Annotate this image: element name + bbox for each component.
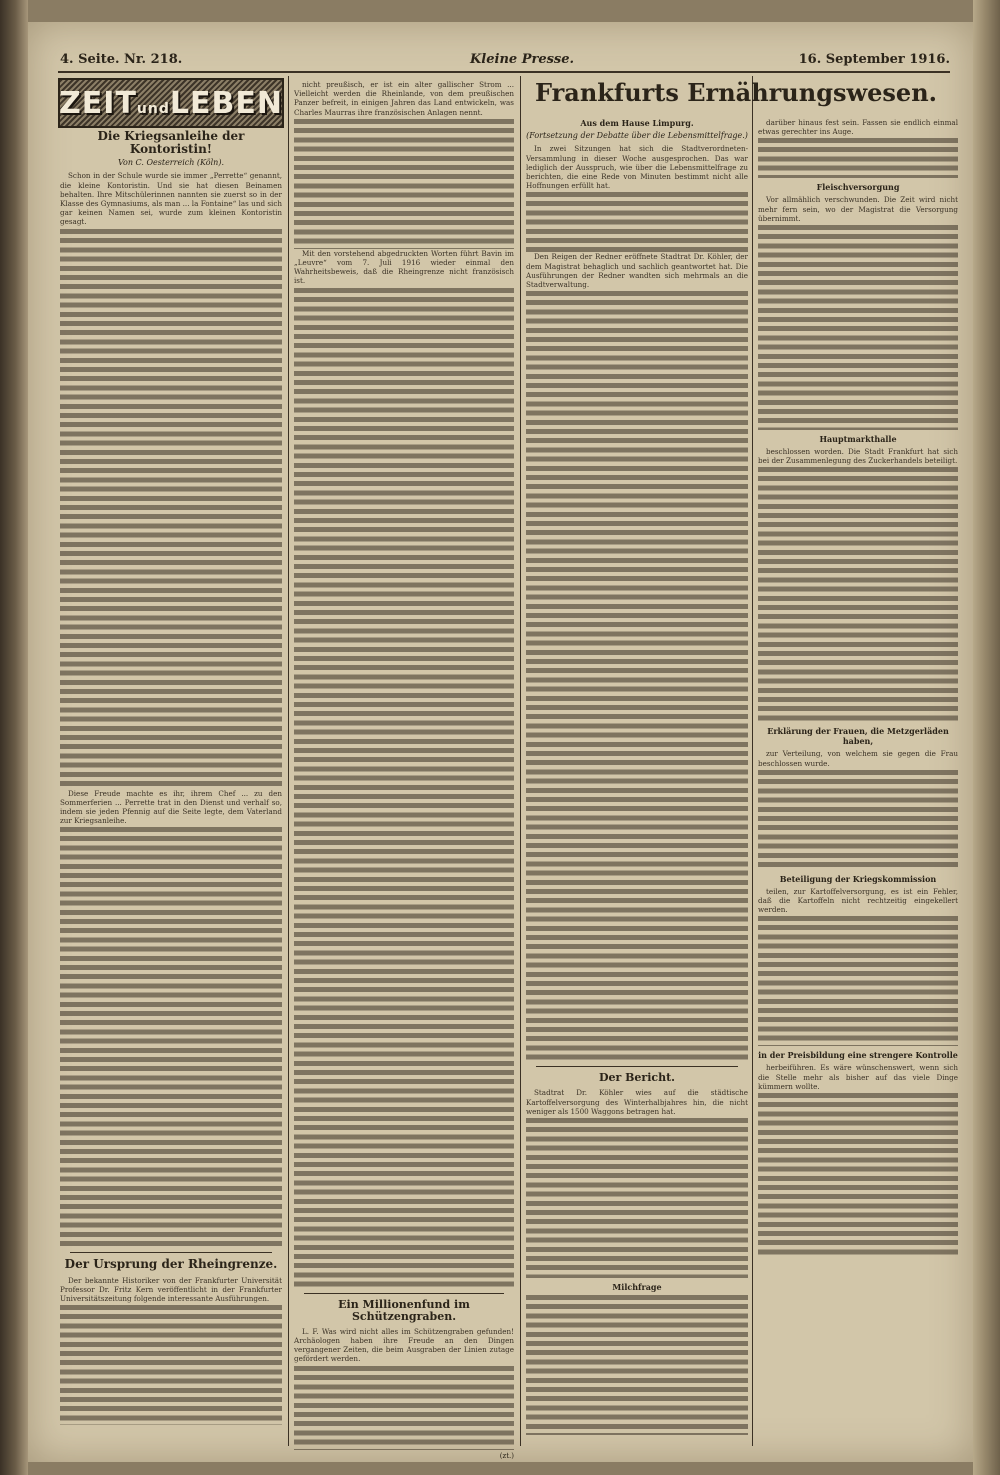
article-body-text [526,1118,748,1278]
article-paragraph: Vor allmählich verschwunden. Die Zeit wird nicht mehr fern sein, wo der Magistrat die Versorgung übernimmt. [758,195,958,223]
section-subheading: in der Preisbildung eine strengere Kontrolle [758,1050,958,1061]
section-subheading: Erklärung der Frauen, die Metzgerläden haben, [767,726,949,747]
article-paragraph: Schon in der Schule wurde sie immer „Perrette“ genannt, die kleine Kontoristin. Und sie hat diesen Beinamen behalten. Ihre Mitschülerinnen nannten sie zuerst so in der Klasse des Gymnasiums, als man ... la Fontaine“ las und sich gar keinen Namen sei, wurde zum kleinen Kontoristin gesagt. [60,171,282,227]
article-text [294,80,514,117]
article-text [60,1276,282,1304]
article-paragraph: In zwei Sitzungen hat sich die Stadtverordneten-Versammlung in dieser Woche ausgesprochen. Das war lediglich der Ausspruch, wie über die Lebensmittelfrage zu berichten, die eine Rede von Minuten bestimmt nicht alle Hoffnungen erfüllt hat. [526,144,748,191]
newspaper-name: Kleine Presse. [470,52,575,67]
article-body-text [758,916,958,1046]
article-body-text [526,291,748,1061]
article-paragraph: teilen, zur Kartoffelversorgung, es ist ein Fehler, daß die Kartoffeln nicht rechtzeitig eingekellert werden. [758,886,958,915]
article-paragraph: Stadtrat Dr. Köhler wies auf die städtische Kartoffelversorgung des Winterhalbjahres hin, die nicht weniger als 1500 Waggons betragen hat. [526,1088,748,1116]
article-body-text [758,770,958,870]
article-text [758,118,958,136]
article-text [60,171,282,226]
column-2 [294,80,514,1460]
article-divider [536,1066,738,1067]
column-rule-3 [752,76,753,1446]
article-body-text [60,1305,282,1425]
article-paragraph: Den Reigen der Redner eröffnete Stadtrat Dr. Köhler, der dem Magistrat behaglich und sachlich geantwortet hat. Die Ausführungen der Redner wandten sich mehrmals an die Stadtverwaltung. [526,252,748,290]
section-subheading: Milchfrage [612,1281,662,1292]
article-paragraph: herbeiführen. Es wäre wünschenswert, wenn sich die Stelle mehr als bisher auf das viele Dinge kümmern wollte. [758,1063,958,1091]
article-text [758,1063,958,1091]
article-body-text [526,1295,748,1435]
article-paragraph: Diese Freude machte es ihr, ihrem Chef ... zu den Sommerferien ... Perrette trat in den Dienst und verhalf so, indem sie jeden Pfennig auf die Seite legte, dem Vaterland zur Kriegsanleihe. [60,788,282,826]
main-headline: Frankfurts Ernährungswesen. [535,78,937,107]
article-text [758,447,958,465]
page-number: 4. Seite. Nr. 218. [60,52,183,67]
article-text [758,749,958,767]
article-paragraph: zur Verteilung, von welchem sie gegen die Frau beschlossen wurde. [758,749,958,768]
article-text [526,252,748,289]
section-subheading: Beteiligung der Kriegskommission [779,873,937,884]
article-paragraph: Der bekannte Historiker von der Frankfurter Universität Professor Dr. Fritz Kern veröffentlicht in der Frankfurter Universitätszeitung folgende interessante Ausführungen. [60,1275,282,1303]
book-binding [0,0,28,1475]
article-text [758,887,958,915]
article-body-text [294,119,514,249]
page-edge [973,0,1000,1475]
article-body-text [294,288,514,1288]
article-divider [70,1252,272,1253]
article-body-text [758,138,958,178]
section-subheading: Fleischversorgung [816,182,900,193]
article-intro: (Fortsetzung der Debatte über die Lebensmittelfrage.) [526,131,748,141]
issue-date: 16. September 1916. [798,52,950,67]
section-masthead [58,78,284,128]
article-text [526,144,748,190]
article-body-text [758,1093,958,1258]
article-body-text [758,467,958,722]
article-title: Ein Millionenfund im Schützengraben. [338,1297,470,1323]
article-body-text [60,827,282,1247]
column-rule-2 [520,76,521,1446]
article-paragraph: beschlossen worden. Die Stadt Frankfurt hat sich bei der Zusammenlegung des Zuckerhandels beteiligt. [758,447,958,466]
article-paragraph: Mit den vorstehend abgedruckten Worten führt Bavin im „Leuvre“ vom 7. Juli 1916 wieder einmal den Wahrheitsbeweis, daß die Rheingrenze nicht französisch ist. [294,248,514,286]
article-body-text [60,229,282,789]
column-4 [758,118,958,1445]
article-text [526,1088,748,1116]
article-subtitle: Aus dem Hause Limpurg. [580,118,694,129]
article-body-text [294,1366,514,1450]
article-text [60,789,282,826]
column-rule-1 [288,76,289,1446]
article-text [294,249,514,286]
column-1 [60,130,282,1445]
article-body-text [758,225,958,430]
article-body-text [526,192,748,252]
section-subheading: Hauptmarkthalle [819,434,897,445]
article-divider [304,1293,504,1294]
masthead-word-3: LEBEN [169,85,283,121]
article-text [294,1327,514,1364]
masthead-word-1: ZEIT [59,85,137,121]
section-title: Der Bericht. [598,1071,676,1085]
header-rule [58,71,950,73]
page-header [60,52,950,70]
article-paragraph: darüber hinaus fest sein. Fassen sie endlich einmal etwas gerechter ins Auge. [758,118,958,137]
masthead-word-2: und [136,100,170,117]
article-signature: (zt.) [499,1451,514,1460]
article-title: Die Kriegsanleihe der Kontoristin! [97,129,245,157]
article-text [758,195,958,223]
article-byline: Von C. Oesterreich (Köln). [117,158,224,168]
article-paragraph: L. F. Was wird nicht alles im Schützengraben gefunden! Archäologen haben ihre Freude an den Dingen vergangener Zeiten, die beim Ausgraben der Linien zutage gefördert werden. [294,1326,514,1364]
article-title: Der Ursprung der Rheingrenze. [64,1257,278,1272]
article-paragraph: nicht preußisch, er ist ein alter gallischer Strom ... Vielleicht werden die Rheinlande, von dem preußischen Panzer befreit, in einigen Jahren das Land entwickeln, was Charles Maurras ihre französischen Anlagen nennt. [294,80,514,117]
